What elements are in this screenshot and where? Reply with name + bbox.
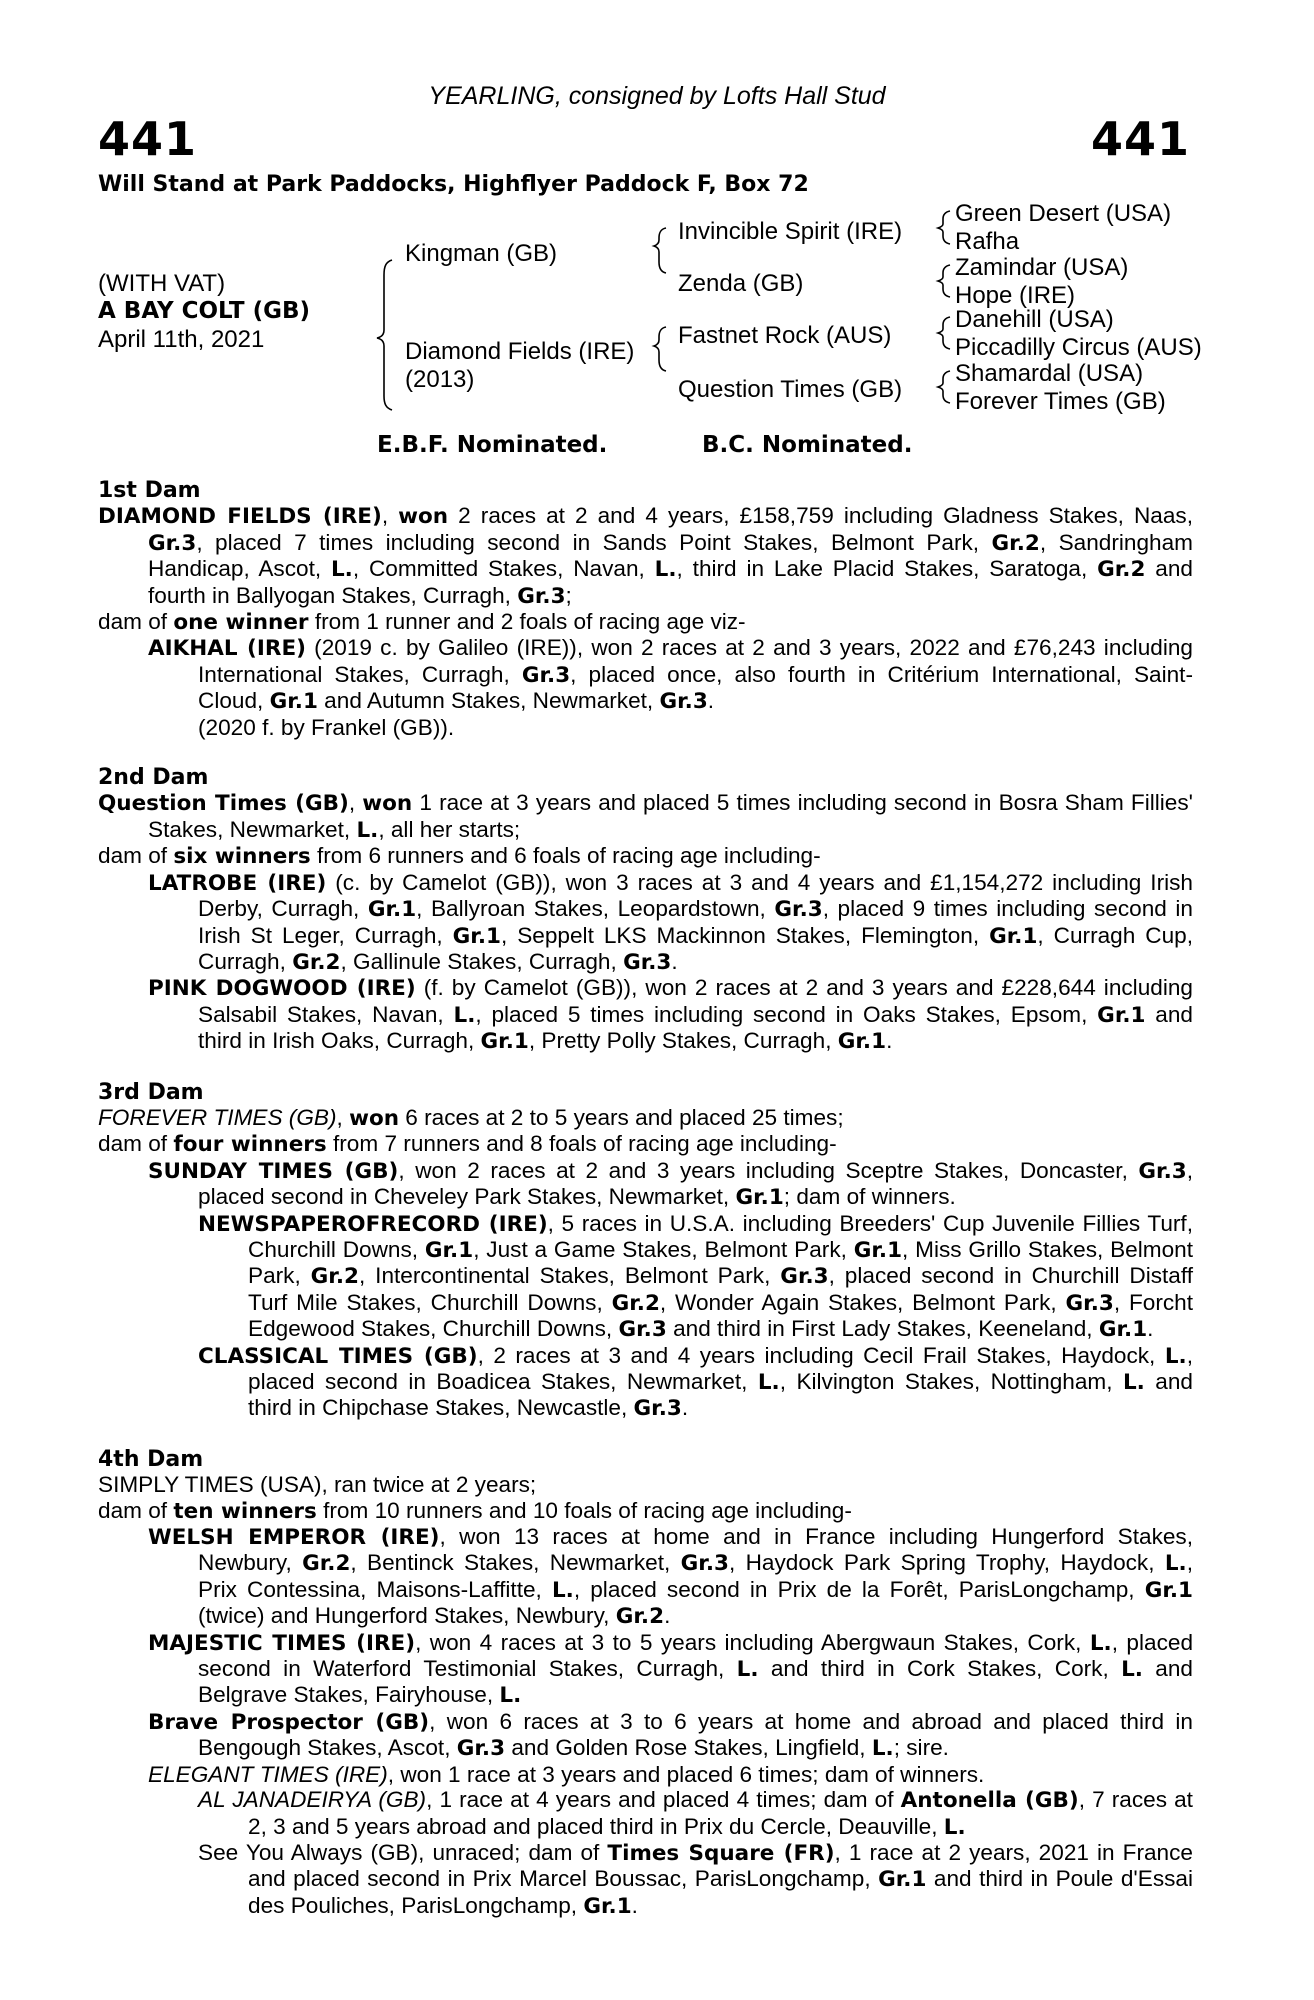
second-dam-section bbox=[98, 765, 1193, 1054]
consignment-header: YEARLING, consigned by Lofts Hall Stud bbox=[428, 82, 886, 110]
ancestor-8: Forever Times (GB) bbox=[955, 388, 1166, 415]
section-heading: 1st Dam bbox=[98, 478, 201, 503]
produce-subitem: See You Always (GB), unraced; dam of Times Square (FR), 1 race at 2 years, 2021 in France and placed second in Prix Marcel Boussac, ParisLongchamp, Gr.1 and third in Poule d'Essai des Pouliches, ParisLongchamp, Gr.1. bbox=[198, 1839, 1193, 1919]
fourth-dam-section bbox=[98, 1447, 1193, 1919]
stand-location: Will Stand at Park Paddocks, Highflyer Paddock F, Box 72 bbox=[98, 172, 809, 197]
catalogue-body bbox=[98, 478, 1193, 1944]
subject-name: A BAY COLT (GB) bbox=[98, 298, 311, 324]
dam-sire: Fastnet Rock (AUS) bbox=[678, 322, 892, 349]
produce-item: LATROBE (IRE) (c. by Camelot (GB)), won 3 races at 3 and 4 years and £1,154,272 including Irish Derby, Curragh, Gr.1, Ballyroan Stakes, Leopardstown, Gr.3, placed 9 times including second in Irish St Leger, Curragh, Gr.1, Seppelt LKS Mackinnon Stakes, Flemington, Gr.1, Curragh Cup, Curragh, Gr.2, Gallinule Stakes, Curragh, Gr.3. bbox=[148, 869, 1193, 975]
dam-record: FOREVER TIMES (GB), won 6 races at 2 to 5 years and placed 25 times; bbox=[98, 1104, 844, 1131]
third-dam-section bbox=[98, 1080, 1193, 1422]
ancestor-7: Shamardal (USA) bbox=[955, 360, 1144, 387]
dam-name: Question Times (GB) bbox=[98, 791, 349, 817]
dam-dam: Question Times (GB) bbox=[678, 376, 903, 403]
dam-name: DIAMOND FIELDS (IRE) bbox=[98, 504, 382, 530]
produce-item: Brave Prospector (GB), won 6 races at 3 to 6 years at home and abroad and placed third in Bengough Stakes, Ascot, Gr.3 and Golden Rose Stakes, Lingfield, L.; sire. bbox=[148, 1708, 1193, 1762]
dam-record: SIMPLY TIMES (USA), ran twice at 2 years; bbox=[98, 1472, 537, 1498]
section-heading: 2nd Dam bbox=[98, 765, 209, 791]
lot-number-left: 441 bbox=[98, 112, 198, 166]
ebf-nomination: E.B.F. Nominated. bbox=[377, 432, 608, 458]
sire-sire: Invincible Spirit (IRE) bbox=[678, 218, 903, 245]
produce-subitem: CLASSICAL TIMES (GB), 2 races at 3 and 4 years including Cecil Frail Stakes, Haydock, L., placed second in Boadicea Stakes, Newmarket, L., Kilvington Stakes, Nottingham, L. and third in Chipchase Stakes, Newcastle, Gr.3. bbox=[198, 1342, 1193, 1422]
sire: Kingman (GB) bbox=[405, 240, 558, 267]
section-heading: 4th Dam bbox=[98, 1446, 204, 1472]
produce-subitem: AL JANADEIRYA (GB), 1 race at 4 years and placed 4 times; dam of Antonella (GB), 7 races at 2, 3 and 5 years abroad and placed third in Prix du Cercle, Deauville, L. bbox=[198, 1787, 1193, 1840]
produce-summary: dam of one winner from 1 runner and 2 foals of racing age viz- bbox=[98, 609, 746, 636]
pedigree-table bbox=[0, 200, 1314, 430]
first-dam-section bbox=[98, 478, 1193, 740]
ancestor-3: Zamindar (USA) bbox=[955, 254, 1129, 281]
dam-name: FOREVER TIMES (GB) bbox=[98, 1104, 337, 1130]
produce-item: (2020 f. by Frankel (GB)). bbox=[198, 714, 455, 740]
foaling-date: April 11th, 2021 bbox=[98, 326, 265, 353]
produce-summary: dam of ten winners from 10 runners and 10 foals of racing age including- bbox=[98, 1497, 852, 1524]
dam: Diamond Fields (IRE) bbox=[405, 338, 635, 365]
ancestor-5: Danehill (USA) bbox=[955, 306, 1114, 333]
section-heading: 3rd Dam bbox=[98, 1079, 204, 1105]
ancestor-1: Green Desert (USA) bbox=[955, 200, 1172, 227]
lot-number-right: 441 bbox=[1090, 112, 1190, 166]
sire-dam: Zenda (GB) bbox=[678, 270, 804, 297]
dam-record: DIAMOND FIELDS (IRE), won 2 races at 2 and 4 years, £158,759 including Gladness Stakes, Naas, Gr.3, placed 7 times including second in Sands Point Stakes, Belmont Park, Gr.2, Sandringham Handicap, Ascot, L., Committed Stakes, Navan, L., third in Lake Placid Stakes, Saratoga, Gr.2 and fourth in Ballyogan Stakes, Curragh, Gr.3; bbox=[98, 503, 1193, 609]
produce-item: WELSH EMPEROR (IRE), won 13 races at home and in France including Hungerford Stakes, Newbury, Gr.2, Bentinck Stakes, Newmarket, Gr.3, Haydock Park Spring Trophy, Haydock, L., Prix Contessina, Maisons-Laffitte, L., placed second in Prix de la Forêt, ParisLongchamp, Gr.1 (twice) and Hungerford Stakes, Newbury, Gr.2. bbox=[148, 1524, 1194, 1630]
produce-item: ELEGANT TIMES (IRE), won 1 race at 3 years and placed 6 times; dam of winners. bbox=[148, 1761, 985, 1787]
produce-summary: dam of six winners from 6 runners and 6 foals of racing age including- bbox=[98, 843, 821, 870]
ancestor-6: Piccadilly Circus (AUS) bbox=[955, 334, 1202, 361]
produce-subitem: NEWSPAPEROFRECORD (IRE), 5 races in U.S.A. including Breeders' Cup Juvenile Fillies Turf, Churchill Downs, Gr.1, Just a Game Stakes, Belmont Park, Gr.1, Miss Grillo Stakes, Belmont Park, Gr.2, Intercontinental Stakes, Belmont Park, Gr.3, placed second in Churchill Distaff Turf Mile Stakes, Churchill Downs, Gr.2, Wonder Again Stakes, Belmont Park, Gr.3, Forcht Edgewood Stakes, Churchill Downs, Gr.3 and third in First Lady Stakes, Keeneland, Gr.1. bbox=[198, 1210, 1194, 1343]
bc-nomination: B.C. Nominated. bbox=[702, 432, 913, 458]
ancestor-4: Hope (IRE) bbox=[955, 282, 1076, 309]
dam-record: Question Times (GB), won 1 race at 3 years and placed 5 times including second in Bosra Sham Fillies' Stakes, Newmarket, L., all her starts; bbox=[98, 790, 1193, 843]
produce-item: MAJESTIC TIMES (IRE), won 4 races at 3 to 5 years including Abergwaun Stakes, Cork, L., placed second in Waterford Testimonial Stakes, Curragh, L. and third in Cork Stakes, Cork, L. and Belgrave Stakes, Fairyhouse, L. bbox=[148, 1629, 1194, 1709]
produce-item: PINK DOGWOOD (IRE) (f. by Camelot (GB)), won 2 races at 2 and 3 years and £228,644 including Salsabil Stakes, Navan, L., placed 5 times including second in Oaks Stakes, Epsom, Gr.1 and third in Irish Oaks, Curragh, Gr.1, Pretty Polly Stakes, Curragh, Gr.1. bbox=[148, 975, 1193, 1055]
ancestor-2: Rafha bbox=[955, 228, 1020, 255]
dam-year: (2013) bbox=[405, 366, 475, 393]
produce-summary: dam of four winners from 7 runners and 8 foals of racing age including- bbox=[98, 1131, 837, 1158]
produce-item: SUNDAY TIMES (GB), won 2 races at 2 and 3 years including Sceptre Stakes, Doncaster, Gr.3, placed second in Cheveley Park Stakes, Newmarket, Gr.1; dam of winners. bbox=[148, 1157, 1193, 1211]
produce-item: AIKHAL (IRE) (2019 c. by Galileo (IRE)), won 2 races at 2 and 3 years, 2022 and £76,243 including International Stakes, Curragh, Gr.3, placed once, also fourth in Critérium International, Saint-Cloud, Gr.1 and Autumn Stakes, Newmarket, Gr.3. bbox=[148, 635, 1193, 715]
vat-note: (WITH VAT) bbox=[98, 270, 226, 297]
